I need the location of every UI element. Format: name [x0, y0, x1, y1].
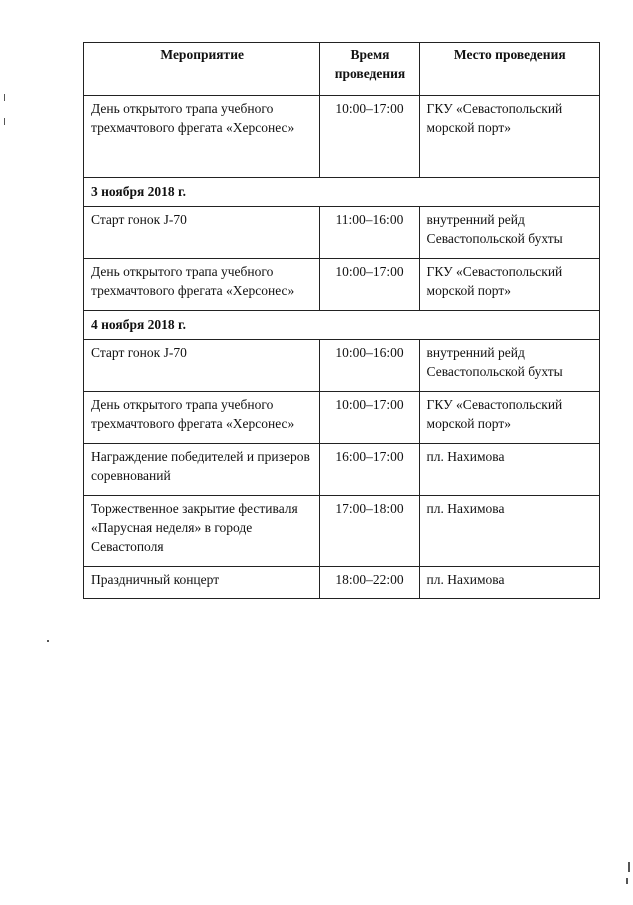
- place-cell: пл. Нахимова: [419, 496, 599, 567]
- table-row: [84, 567, 600, 599]
- table-row: [84, 259, 600, 311]
- event-cell: Награждение победителей и призеров соревнований: [84, 444, 320, 496]
- table-row: [84, 496, 600, 567]
- scan-mark: [4, 118, 5, 125]
- place-cell: ГКУ «Севастопольский морской порт»: [419, 96, 599, 178]
- event-cell: Торжественное закрытие фестиваля «Парусная неделя» в городе Севастополя: [84, 496, 320, 567]
- event-cell: Праздничный концерт: [84, 567, 320, 599]
- scan-mark: [47, 640, 49, 642]
- date-cell: 3 ноября 2018 г.: [84, 178, 600, 207]
- scan-mark: [4, 94, 5, 101]
- time-cell: 10:00–16:00: [320, 340, 419, 392]
- time-cell: 17:00–18:00: [320, 496, 419, 567]
- table-row: [84, 444, 600, 496]
- place-cell: внутренний рейд Севастопольской бухты: [419, 207, 599, 259]
- schedule-table: [83, 42, 600, 599]
- date-row: [84, 311, 600, 340]
- event-cell: Старт гонок J-70: [84, 207, 320, 259]
- header-row: [84, 43, 600, 96]
- time-cell: 18:00–22:00: [320, 567, 419, 599]
- event-cell: День открытого трапа учебного трехмачтового фрегата «Херсонес»: [84, 392, 320, 444]
- place-cell: пл. Нахимова: [419, 444, 599, 496]
- place-cell: ГКУ «Севастопольский морской порт»: [419, 392, 599, 444]
- header-place: Место проведения: [419, 43, 599, 96]
- event-cell: Старт гонок J-70: [84, 340, 320, 392]
- place-cell: пл. Нахимова: [419, 567, 599, 599]
- event-cell: День открытого трапа учебного трехмачтового фрегата «Херсонес»: [84, 96, 320, 178]
- place-cell: внутренний рейд Севастопольской бухты: [419, 340, 599, 392]
- place-cell: ГКУ «Севастопольский морской порт»: [419, 259, 599, 311]
- date-row: [84, 178, 600, 207]
- table-row: [84, 207, 600, 259]
- scan-mark: [628, 862, 630, 872]
- table-row: [84, 96, 600, 178]
- table-row: [84, 340, 600, 392]
- time-cell: 11:00–16:00: [320, 207, 419, 259]
- time-cell: 10:00–17:00: [320, 259, 419, 311]
- time-cell: 16:00–17:00: [320, 444, 419, 496]
- header-event: Мероприятие: [84, 43, 320, 96]
- scan-mark: [626, 878, 628, 884]
- time-cell: 10:00–17:00: [320, 392, 419, 444]
- event-cell: День открытого трапа учебного трехмачтового фрегата «Херсонес»: [84, 259, 320, 311]
- table-row: [84, 392, 600, 444]
- time-cell: 10:00–17:00: [320, 96, 419, 178]
- header-time: Время проведения: [320, 43, 419, 96]
- date-cell: 4 ноября 2018 г.: [84, 311, 600, 340]
